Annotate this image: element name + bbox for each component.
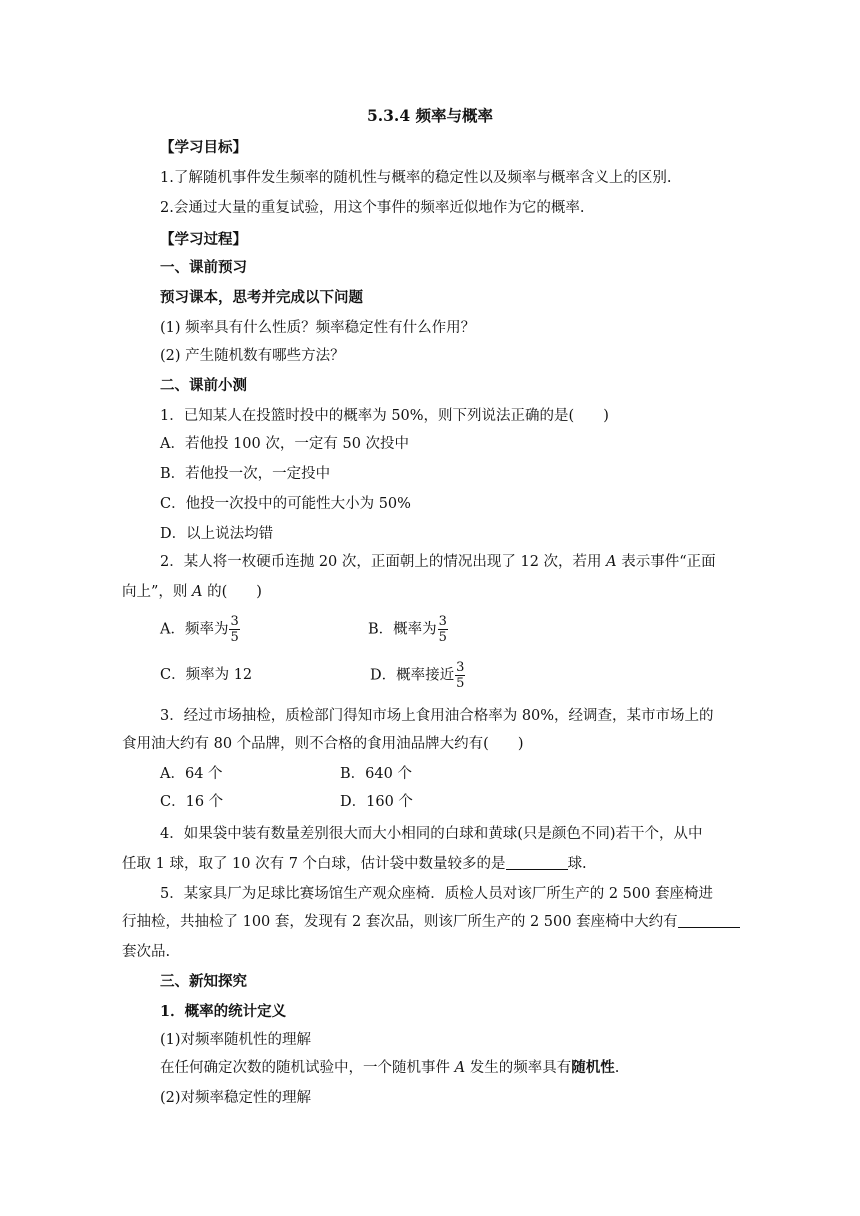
question-2-option-b [368,614,448,645]
process-heading: 【学习过程】 [160,231,247,248]
preview-question-1: (1) 频率具有什么性质？频率稳定性有什么作用？ [160,320,476,336]
question-1-option-a: A．若他投 100 次，一定有 50 次投中 [160,436,410,452]
option-label: B．概率为 [368,621,437,638]
question-5-line-1: 5．某家具厂为足球比赛场馆生产观众座椅．质检人员对该厂所生产的 2 500 套座椅进 [160,886,713,902]
fraction-denominator: 5 [438,630,447,645]
q2-line2-pre: 向上”，则 [122,584,188,600]
q4-text-post: 球. [567,856,587,872]
goals-heading: 【学习目标】 [160,139,247,156]
q2-text-post: 表示事件“正面 [621,554,716,570]
event-variable: A [606,554,617,570]
part1-heading: 一、课前预习 [160,259,247,276]
subheading-1-text [160,1058,619,1078]
question-3-option-b: B．640 个 [340,766,412,782]
answer-blank[interactable] [678,913,740,928]
question-3-line-1: 3．经过市场抽检，质检部门得知市场上食用油合格率为 80%，经调查，某市市场上的 [160,708,714,724]
question-3-option-a: A．64 个 [160,766,223,782]
question-4-line-1: 4．如果袋中装有数量差别很大而大小相同的白球和黄球(只是颜色不同)若干个，从中 [160,826,703,842]
event-variable: A [454,1060,466,1076]
question-1-option-c: C．他投一次投中的可能性大小为 50% [160,496,411,512]
sub1-text-mid: 发生的频率具有 [469,1060,572,1076]
part2-heading: 二、课前小测 [160,377,247,394]
fraction-numerator: 3 [230,614,239,629]
preview-task: 预习课本，思考并完成以下问题 [160,289,363,306]
definition-heading: 1．概率的统计定义 [160,1003,287,1020]
goal-2: 2.会通过大量的重复试验，用这个事件的频率近似地作为它的概率. [160,200,585,216]
sub1-text-post: . [614,1060,620,1076]
q2-text-pre: 2．某人将一枚硬币连抛 20 次，正面朝上的情况出现了 12 次，若用 [160,554,602,570]
subheading-2: (2)对频率稳定性的理解 [160,1090,312,1106]
fraction [455,660,465,691]
q5-text: 行抽检，共抽检了 100 套，发现有 2 套次品，则该厂所生产的 2 500 套座椅中大约有 [122,914,678,930]
question-3-line-2: 食用油大约有 80 个品牌，则不合格的食用油品牌大约有( ) [122,736,524,752]
question-2-option-c [160,665,252,685]
question-2-line-2 [122,582,262,602]
question-1-option-d: D．以上说法均错 [160,526,274,542]
fraction-denominator: 5 [456,676,465,691]
option-label: D．概率接近 [370,667,455,684]
question-2-option-a [160,614,240,645]
question-3-option-c: C．16 个 [160,794,224,810]
fraction [229,614,239,645]
fraction-numerator: 3 [456,660,465,675]
subheading-1: (1)对频率随机性的理解 [160,1032,312,1048]
q4-text-pre: 任取 1 球，取了 10 次有 7 个白球，估计袋中数量较多的是 [122,856,506,872]
question-2-option-d [370,660,465,691]
goal-1: 1.了解随机事件发生频率的随机性与概率的稳定性以及频率与概率含义上的区别. [160,170,672,186]
preview-question-2: (2) 产生随机数有哪些方法？ [160,348,345,364]
question-4-line-2 [122,854,587,874]
question-1-option-b: B．若他投一次，一定投中 [160,466,331,482]
event-variable: A [192,584,203,600]
fraction-denominator: 5 [230,630,239,645]
question-2-line-1 [160,552,716,572]
sub1-text-pre: 在任何确定次数的随机试验中，一个随机事件 [160,1060,450,1076]
fraction [438,614,448,645]
option-label: C．频率为 12 [160,667,253,683]
answer-blank[interactable] [506,855,568,870]
question-5-line-3: 套次品. [122,944,171,960]
part3-heading: 三、新知探究 [160,973,247,990]
page-title: 5.3.4 频率与概率 [366,106,494,125]
q2-line2-post: 的( ) [207,584,262,600]
fraction-numerator: 3 [438,614,447,629]
option-label: A．频率为 [160,621,229,638]
question-3-option-d: D．160 个 [340,794,413,810]
emphasis-randomness: 随机性 [571,1059,615,1076]
question-1: 1．已知某人在投篮时投中的概率为 50%，则下列说法正确的是( ) [160,408,609,424]
question-5-line-2 [122,912,740,932]
